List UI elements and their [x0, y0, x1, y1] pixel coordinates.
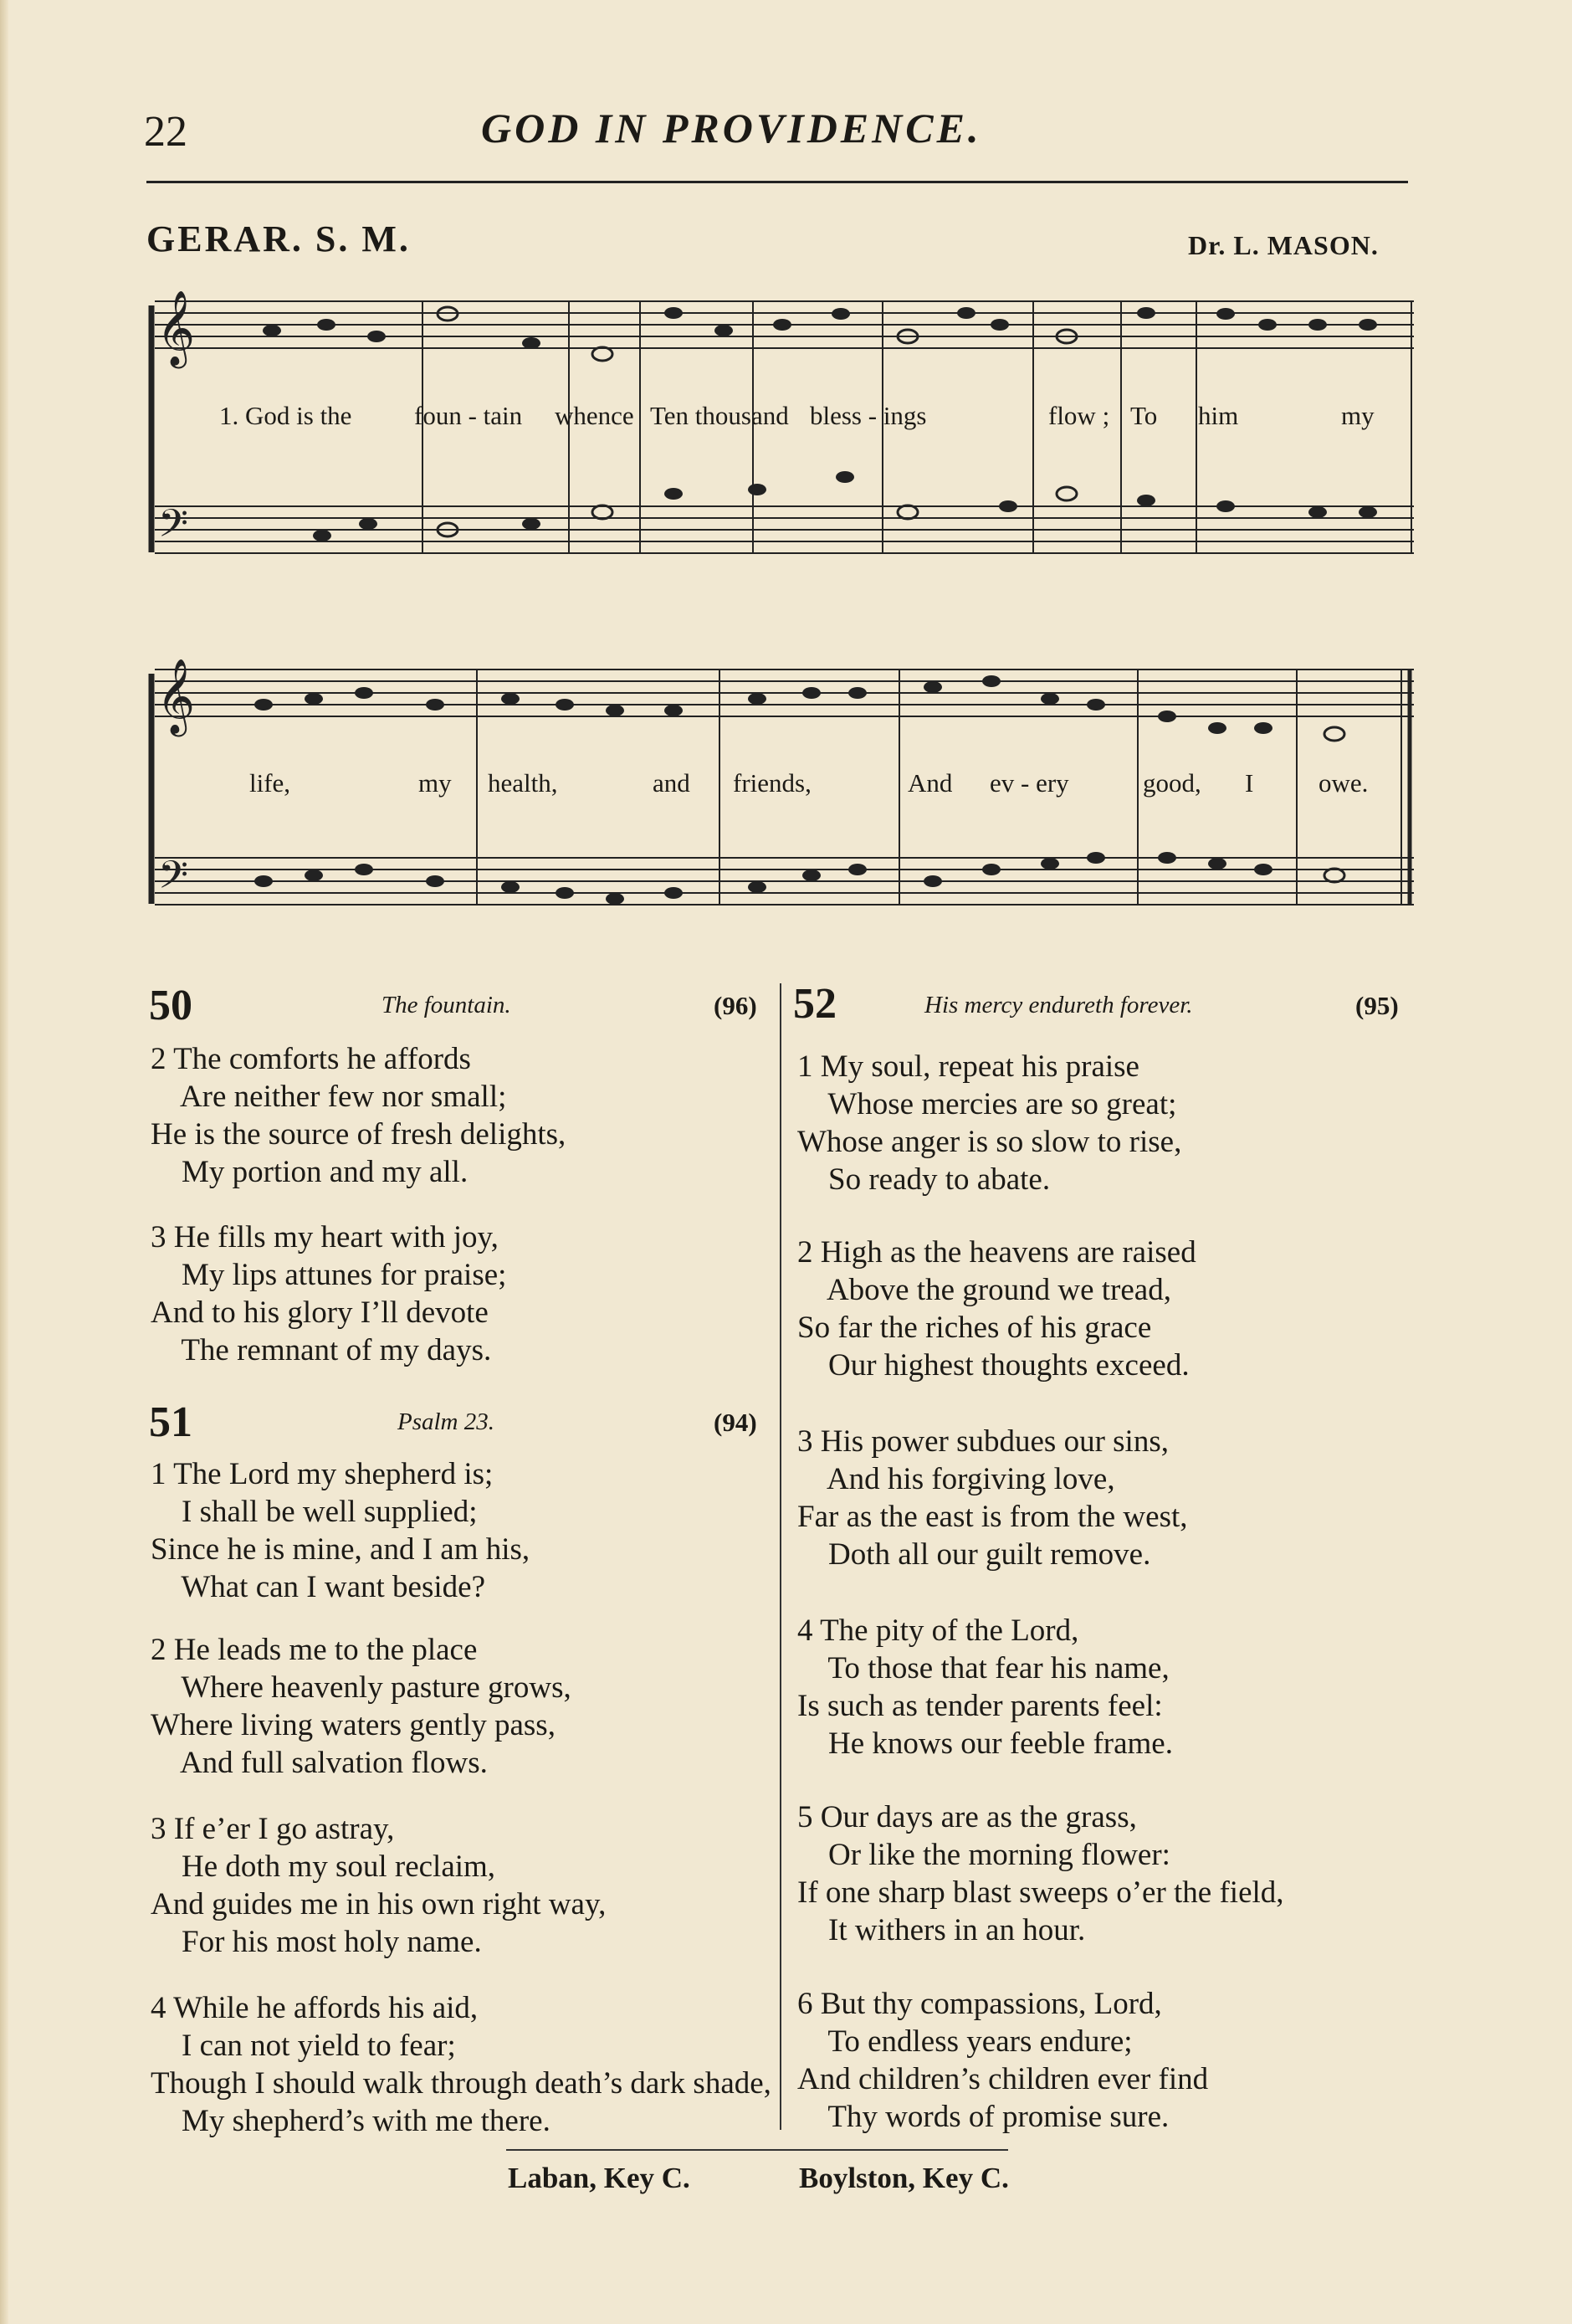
lyric-word: him [1198, 401, 1239, 430]
svg-text:𝄢: 𝄢 [158, 853, 189, 907]
treble-staff-2 [155, 669, 1414, 716]
verse: 2 The comforts he affords Are neither few nor small; He is the source of fresh delights, My portion and my all. [151, 1042, 566, 1189]
svg-text:𝄞: 𝄞 [156, 290, 196, 366]
verse: 3 He fills my heart with joy, My lips attunes for praise; And to his glory I’ll devote The remnant of my days. [151, 1220, 507, 1367]
lyric-word: flow ; [1048, 401, 1110, 430]
lyric-word: whence [555, 401, 634, 430]
verse: 1 My soul, repeat his praise Whose mercies are so great; Whose anger is so slow to rise, So ready to abate. [797, 1049, 1182, 1197]
lyric-word: good, [1143, 768, 1201, 798]
lyric-word: my [1341, 401, 1375, 430]
lyric-word: owe. [1319, 768, 1369, 798]
header-rule [146, 181, 1408, 183]
music-score [146, 268, 1418, 937]
verse: 4 While he affords his aid, I can not yield to fear; Though I should walk through death’s dark shade, My shepherd’s with me there. [151, 1991, 771, 2138]
hymn-subtitle: The fountain. [381, 992, 511, 1018]
tune-name: GERAR. S. M. [146, 218, 411, 259]
hymn-reference: (96) [714, 991, 757, 1020]
hymn-reference: (94) [714, 1408, 757, 1437]
verse: 3 If e’er I go astray, He doth my soul reclaim, And guides me in his own right way, For his most holy name. [151, 1812, 607, 1959]
lyric-word: Ten thousand [650, 401, 789, 430]
svg-text:𝄢: 𝄢 [158, 501, 189, 556]
lyric-word: To [1130, 401, 1158, 430]
footer-tune-right: Boylston, Key C. [799, 2162, 1009, 2194]
verse: 6 But thy compassions, Lord, To endless years endure; And children’s children ever find Thy words of promise sure. [797, 1987, 1209, 2134]
verse: 2 He leads me to the place Where heavenly pasture grows, Where living waters gently pass, And full salvation flows. [151, 1633, 571, 1780]
verse: 5 Our days are as the grass, Or like the morning flower: If one sharp blast sweeps o’er the field, It withers in an hour. [797, 1800, 1284, 1947]
footer-rule [506, 2149, 1008, 2151]
column-divider [780, 983, 781, 2130]
lyric-word: friends, [733, 768, 812, 798]
hymn-subtitle: His mercy endureth forever. [924, 992, 1193, 1018]
bass-staff-1 [155, 506, 1414, 553]
lyric-word: foun - tain [414, 401, 523, 430]
composer: Dr. L. MASON. [1188, 230, 1379, 260]
hymn-number: 50 [149, 982, 192, 1029]
page-edge [0, 0, 8, 2324]
lyric-word: my [418, 768, 452, 798]
page-title: GOD IN PROVIDENCE. [481, 105, 982, 151]
lyric-word: and [653, 768, 690, 798]
hymn-reference: (95) [1355, 991, 1399, 1020]
lyric-word: life, [249, 768, 291, 798]
lyric-word: health, [488, 768, 558, 798]
footer-tune-left: Laban, Key C. [508, 2162, 690, 2194]
page-number: 22 [144, 108, 187, 156]
lyric-word: I [1245, 768, 1254, 798]
lyric-word: bless - ings [810, 401, 927, 430]
hymn-number: 51 [149, 1398, 192, 1446]
lyric-word: 1. God is the [219, 401, 352, 430]
svg-text:𝄞: 𝄞 [156, 659, 196, 734]
verse: 4 The pity of the Lord, To those that fear his name, Is such as tender parents feel: He knows our feeble frame. [797, 1613, 1173, 1761]
verse: 2 High as the heavens are raised Above the ground we tread, So far the riches of his grace Our highest thoughts exceed. [797, 1235, 1196, 1383]
hymn-subtitle: Psalm 23. [397, 1408, 494, 1435]
lyric-word: ev - ery [990, 768, 1069, 798]
hymn-number: 52 [793, 980, 837, 1028]
lyric-word: And [908, 768, 953, 798]
verse: 3 His power subdues our sins, And his forgiving love, Far as the east is from the west, Doth all our guilt remove. [797, 1424, 1188, 1572]
verse: 1 The Lord my shepherd is; I shall be well supplied; Since he is mine, and I am his, What can I want beside? [151, 1457, 530, 1604]
